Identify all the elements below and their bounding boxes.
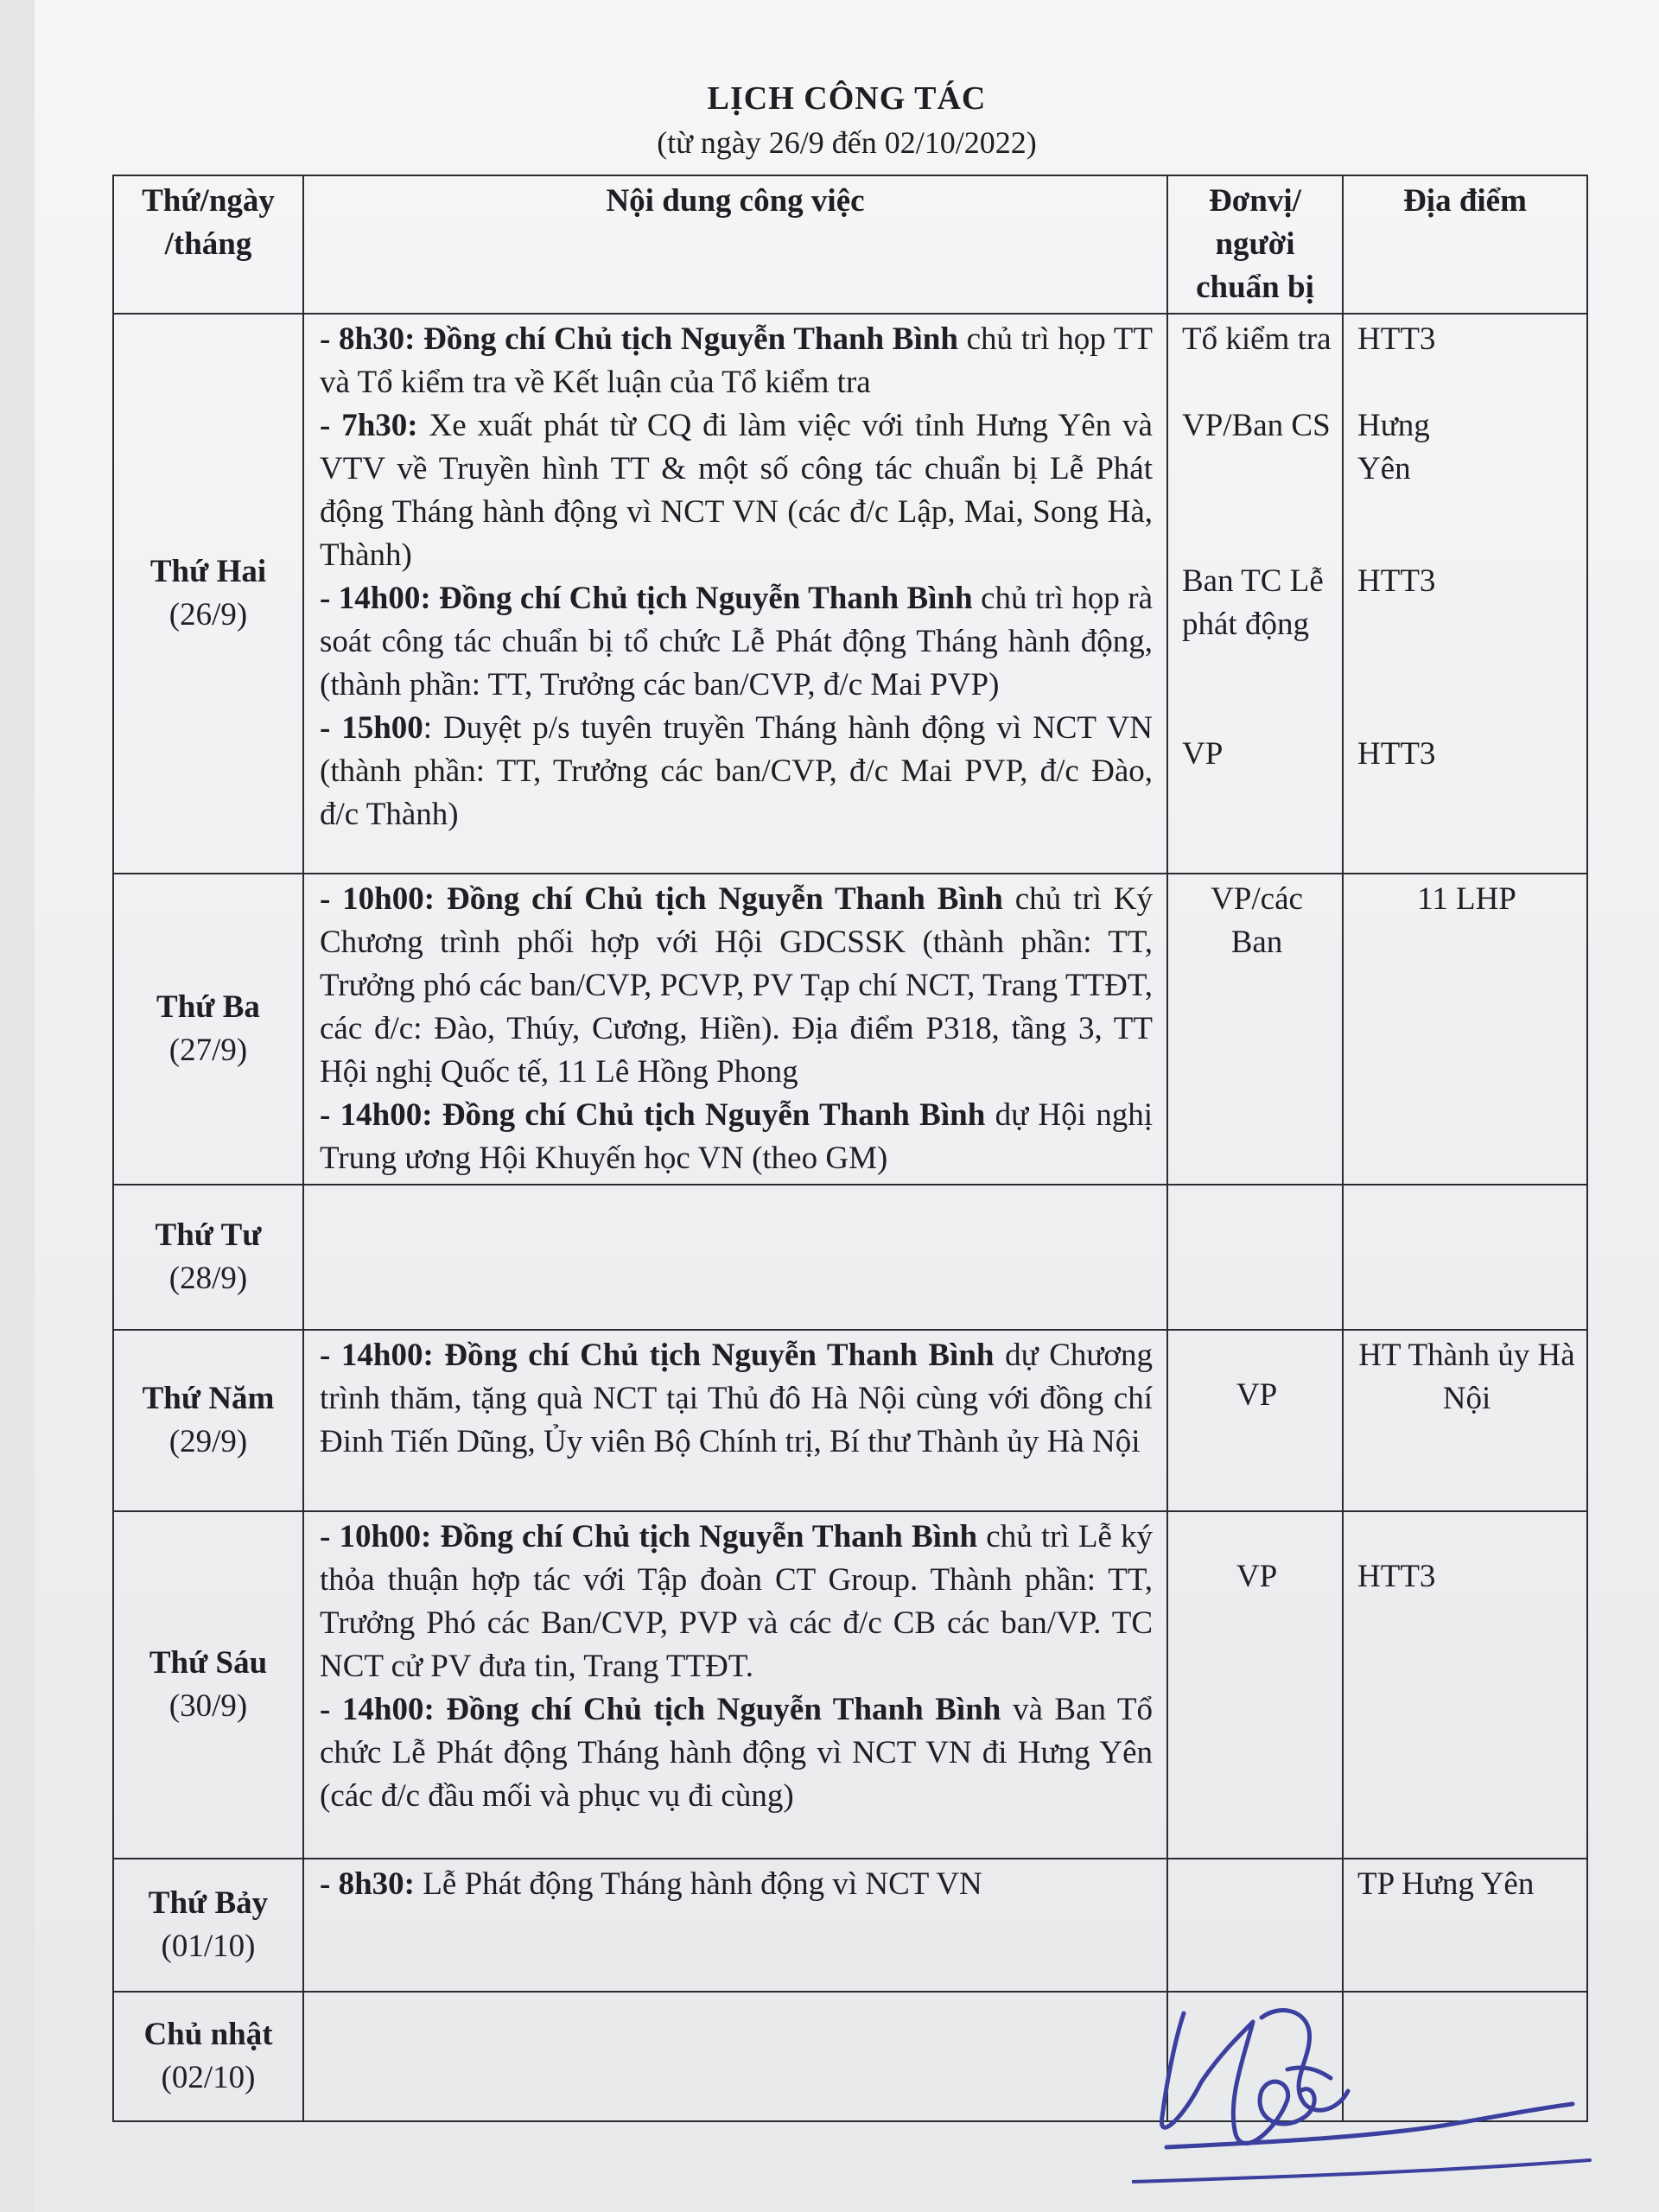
day-name: Thứ Ba — [156, 989, 260, 1025]
unit-text: VP/các Ban — [1211, 881, 1303, 960]
unit-cell — [1167, 1511, 1343, 1859]
place-cell — [1343, 1185, 1587, 1330]
place-text: HT Thành ủy Hà Nội — [1358, 1338, 1575, 1416]
place-text: HTT3 — [1357, 1559, 1436, 1594]
place-text: TP Hưng Yên — [1357, 1866, 1535, 1902]
schedule-item: - 7h30: Xe xuất phát từ CQ đi làm việc với tỉnh Hưng Yên và VTV về Truyền hình TT & một số công tác chuẩn bị Lễ Phát động Tháng hành động vì NCT VN (các đ/c Lập, Mai, Song Hà, Thành) — [320, 408, 1153, 573]
day-date: (02/10) — [161, 2060, 256, 2095]
day-cell — [113, 1185, 303, 1330]
schedule-item: - 14h00: Đồng chí Chủ tịch Nguyễn Thanh Bình và Ban Tổ chức Lễ Phát động Tháng hành động vì NCT VN đi Hưng Yên (các đ/c đầu mối và phục vụ đi cùng) — [320, 1692, 1153, 1814]
table-row — [113, 1330, 1587, 1511]
day-cell — [113, 1330, 303, 1511]
day-cell — [113, 1992, 303, 2121]
unit-text: VP — [1182, 736, 1224, 772]
place-text: HTT3 — [1357, 563, 1436, 599]
table-row — [113, 314, 1587, 874]
place-text: HTT3 — [1357, 736, 1436, 772]
unit-cell — [1167, 874, 1343, 1185]
place-cell — [1343, 1859, 1587, 1992]
place-cell — [1343, 1330, 1587, 1511]
unit-text: Tổ kiểm tra — [1182, 321, 1332, 357]
day-date: (30/9) — [168, 1688, 248, 1724]
unit-cell — [1167, 1859, 1343, 1992]
place-cell — [1343, 874, 1587, 1185]
unit-cell — [1167, 314, 1343, 874]
day-name: Thứ Hai — [149, 554, 267, 589]
day-cell — [113, 314, 303, 874]
content-cell — [303, 1330, 1167, 1511]
day-date: (29/9) — [168, 1424, 248, 1459]
day-cell — [113, 1511, 303, 1859]
place-text: 11 LHP — [1417, 881, 1516, 917]
day-name: Thứ Năm — [142, 1381, 275, 1416]
day-name: Thứ Tư — [155, 1217, 262, 1253]
table-row — [113, 1859, 1587, 1992]
unit-cell — [1167, 1330, 1343, 1511]
day-date: (01/10) — [161, 1929, 256, 1964]
schedule-item: - 8h30: Đồng chí Chủ tịch Nguyễn Thanh Bình chủ trì họp TT và Tổ kiểm tra về Kết luận của Tổ kiểm tra — [320, 321, 1153, 400]
table-row — [113, 1511, 1587, 1859]
document-title: LỊCH CÔNG TÁC — [707, 80, 987, 117]
day-name: Thứ Sáu — [149, 1645, 268, 1681]
content-cell — [303, 874, 1167, 1185]
handwritten-signature — [1132, 1987, 1599, 2195]
header-row — [113, 175, 1587, 314]
content-cell — [303, 1992, 1167, 2121]
unit-text: VP — [1236, 1377, 1278, 1413]
schedule-item: - 10h00: Đồng chí Chủ tịch Nguyễn Thanh Bình chủ trì Lễ ký thỏa thuận hợp tác với Tập đoàn CT Group. Thành phần: TT, Trưởng Phó các Ban/CVP, PVP và các đ/c CB các ban/VP. TC NCT cử PV đưa tin, Trang TTĐT. — [320, 1519, 1154, 1684]
content-cell — [303, 314, 1167, 874]
schedule-item: - 8h30: Lễ Phát động Tháng hành động vì NCT VN — [320, 1866, 982, 1902]
document-subtitle: (từ ngày 26/9 đến 02/10/2022) — [657, 125, 1037, 160]
table-row — [113, 1185, 1587, 1330]
day-date: (28/9) — [168, 1261, 248, 1296]
content-cell — [303, 1185, 1167, 1330]
day-cell — [113, 874, 303, 1185]
header-unit: Đơnvị/ người chuẩn bị — [1167, 175, 1343, 314]
day-date: (27/9) — [168, 1033, 248, 1068]
schedule-table — [112, 175, 1588, 2122]
header-content: Nội dung công việc — [303, 175, 1167, 314]
schedule-item: - 14h00: Đồng chí Chủ tịch Nguyễn Thanh Bình chủ trì họp rà soát công tác chuẩn bị tổ chức Lễ Phát động Tháng hành động, (thành phần: TT, Trưởng các ban/CVP, đ/c Mai PVP) — [320, 581, 1154, 702]
day-date: (26/9) — [168, 597, 248, 632]
unit-text: VP/Ban CS — [1182, 408, 1331, 443]
unit-text: Ban TC Lễ phát động — [1182, 563, 1324, 642]
header-place: Địa điểm — [1343, 175, 1587, 314]
place-cell — [1343, 1511, 1587, 1859]
schedule-item: - 15h00: Duyệt p/s tuyên truyền Tháng hành động vì NCT VN (thành phần: TT, Trưởng các ban/CVP, đ/c Mai PVP, đ/c Đào, đ/c Thành) — [320, 710, 1153, 832]
schedule-item: - 14h00: Đồng chí Chủ tịch Nguyễn Thanh Bình dự Chương trình thăm, tặng quà NCT tại Thủ đô Hà Nội cùng với đồng chí Đinh Tiến Dũng, Ủy viên Bộ Chính trị, Bí thư Thành ủy Hà Nội — [320, 1338, 1153, 1459]
header-day: Thứ/ngày /tháng — [113, 175, 303, 314]
day-cell — [113, 1859, 303, 1992]
day-name: Chủ nhật — [143, 2017, 273, 2052]
schedule-item: - 14h00: Đồng chí Chủ tịch Nguyễn Thanh Bình dự Hội nghị Trung ương Hội Khuyến học VN (theo GM) — [320, 1097, 1153, 1176]
unit-text: VP — [1236, 1559, 1278, 1594]
place-text: Hưng Yên — [1357, 408, 1430, 486]
table-row — [113, 874, 1587, 1185]
place-text: HTT3 — [1357, 321, 1436, 357]
content-cell — [303, 1859, 1167, 1992]
place-cell — [1343, 314, 1587, 874]
schedule-item: - 10h00: Đồng chí Chủ tịch Nguyễn Thanh Bình chủ trì Ký Chương trình phối hợp với Hội GDCSSK (thành phần: TT, Trưởng phó các ban/CVP, PCVP, PV Tạp chí NCT, Trang TTĐT, các đ/c: Đào, Thúy, Cương, Hiền). Địa điểm P318, tầng 3, TT Hội nghị Quốc tế, 11 Lê Hồng Phong — [320, 881, 1154, 1090]
content-cell — [303, 1511, 1167, 1859]
day-name: Thứ Bảy — [148, 1885, 269, 1921]
unit-cell — [1167, 1185, 1343, 1330]
